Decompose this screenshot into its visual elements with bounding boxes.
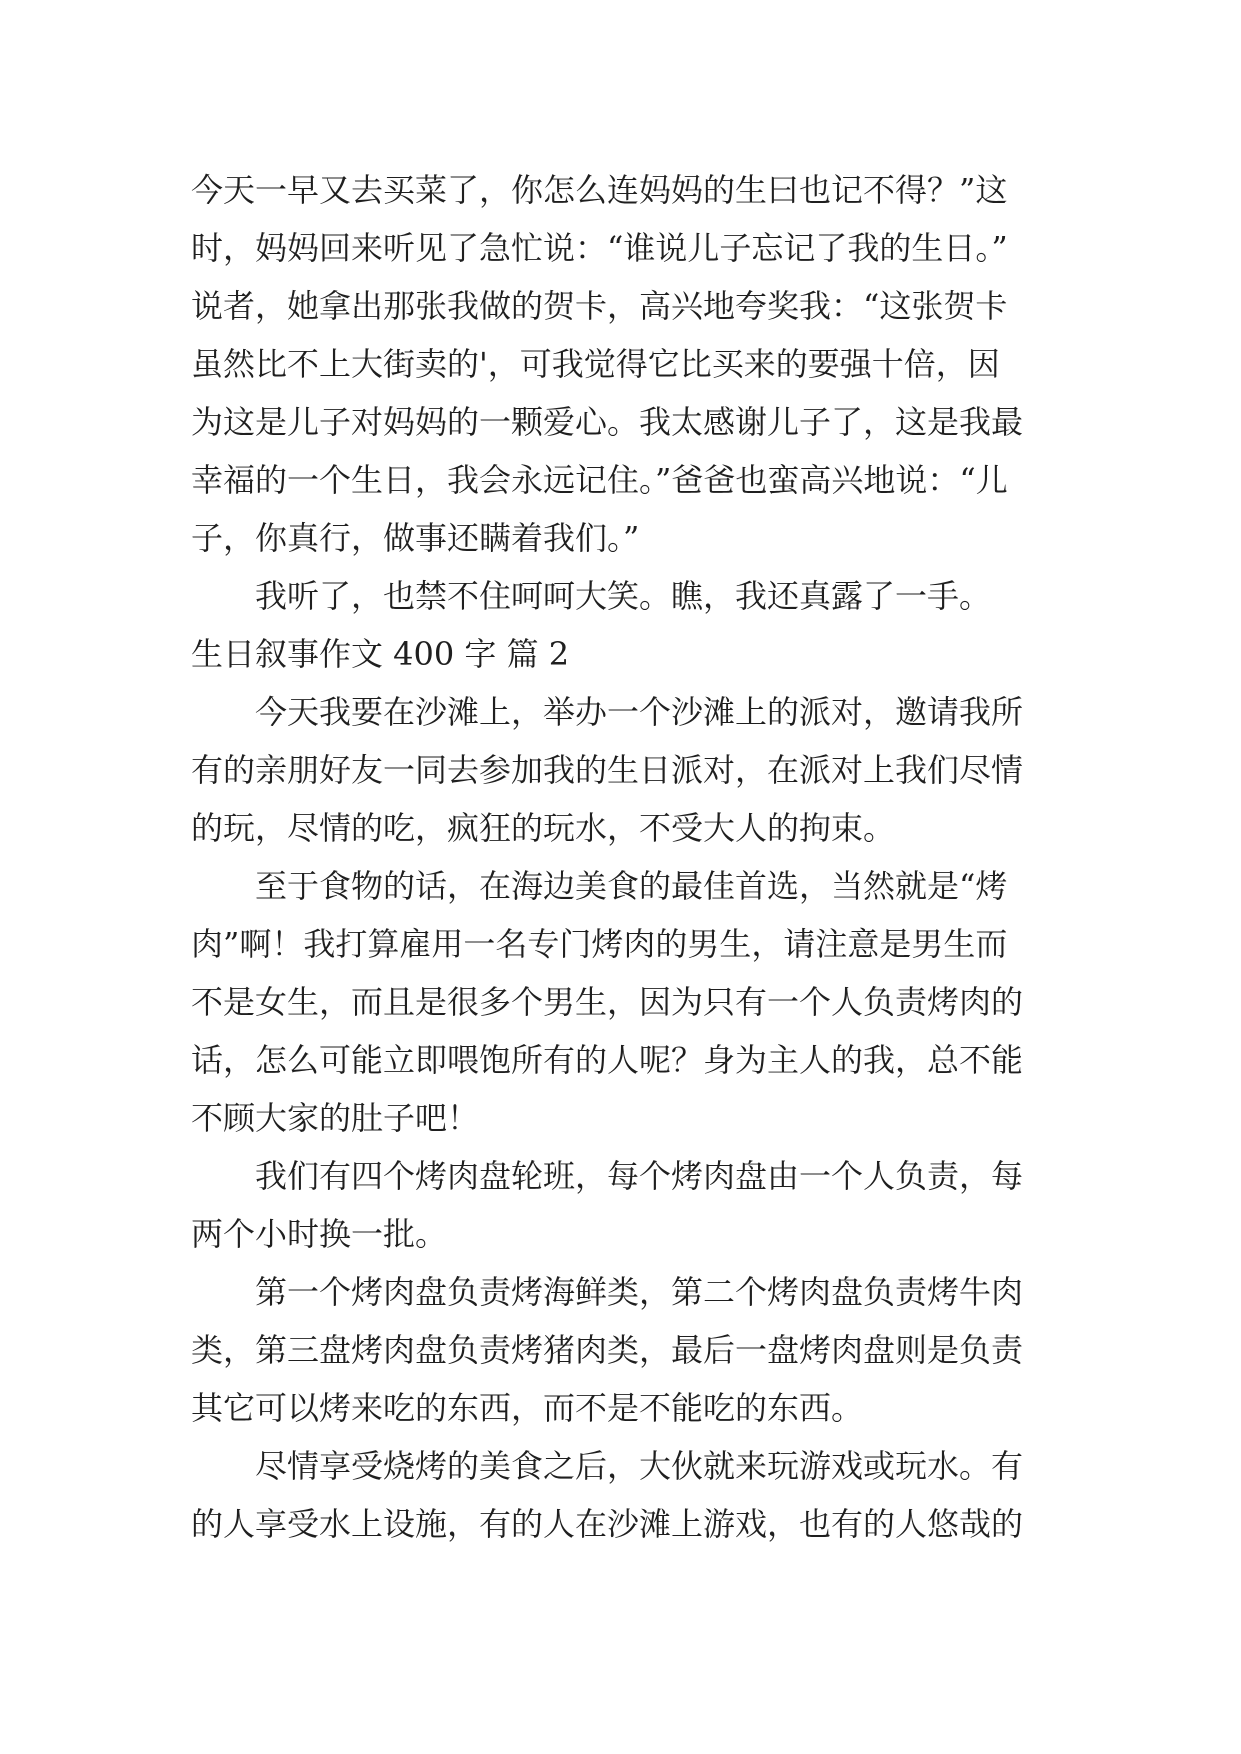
- text-line: 其它可以烤来吃的东西，而不是不能吃的东西。: [191, 1389, 864, 1427]
- text-line: 不是女生，而且是很多个男生，因为只有一个人负责烤肉的: [191, 983, 1024, 1021]
- text-line: 第一个烤肉盘负责烤海鲜类，第二个烤肉盘负责烤牛肉: [255, 1273, 1024, 1311]
- text-line: 肉”啊！我打算雇用一名专门烤肉的男生，请注意是男生而: [191, 925, 1008, 963]
- text-line: 的人享受水上设施，有的人在沙滩上游戏，也有的人悠哉的: [191, 1505, 1024, 1543]
- text-line: 类，第三盘烤肉盘负责烤猪肉类，最后一盘烤肉盘则是负责: [191, 1331, 1024, 1369]
- text-line: 子，你真行，做事还瞒着我们。”: [191, 519, 640, 557]
- text-line: 为这是儿子对妈妈的一颗爱心。我太感谢儿子了，这是我最: [191, 403, 1024, 441]
- text-line: 至于食物的话，在海边美食的最佳首选，当然就是“烤: [255, 867, 1008, 905]
- document-body: [191, 161, 1051, 1553]
- text-line: 尽情享受烧烤的美食之后，大伙就来玩游戏或玩水。有: [255, 1447, 1024, 1485]
- text-line: 话，怎么可能立即喂饱所有的人呢？身为主人的我，总不能: [191, 1041, 1024, 1079]
- text-line: 两个小时换一批。: [191, 1215, 448, 1253]
- text-line: 幸福的一个生日，我会永远记住。”爸爸也蛮高兴地说：“儿: [191, 461, 1008, 499]
- text-line: 有的亲朋好友一同去参加我的生日派对，在派对上我们尽情: [191, 751, 1024, 789]
- text-line: 说者，她拿出那张我做的贺卡，高兴地夸奖我：“这张贺卡: [191, 287, 1008, 325]
- text-line: 时，妈妈回来听见了急忙说：“谁说儿子忘记了我的生日。”: [191, 229, 1008, 267]
- text-line: 我听了，也禁不住呵呵大笑。瞧，我还真露了一手。: [255, 577, 992, 615]
- section-heading: 生日叙事作文 400 字 篇 2: [191, 635, 570, 673]
- text-line: 的玩，尽情的吃，疯狂的玩水，不受大人的拘束。: [191, 809, 896, 847]
- text-line: 不顾大家的肚子吧！: [191, 1099, 480, 1137]
- text-line: 虽然比不上大街卖的'，可我觉得它比买来的要强十倍，因: [191, 345, 1000, 383]
- text-line: 我们有四个烤肉盘轮班，每个烤肉盘由一个人负责，每: [255, 1157, 1024, 1195]
- text-line: 今天一早又去买菜了，你怎么连妈妈的生曰也记不得？”这: [191, 171, 1008, 209]
- text-line: 今天我要在沙滩上，举办一个沙滩上的派对，邀请我所: [255, 693, 1024, 731]
